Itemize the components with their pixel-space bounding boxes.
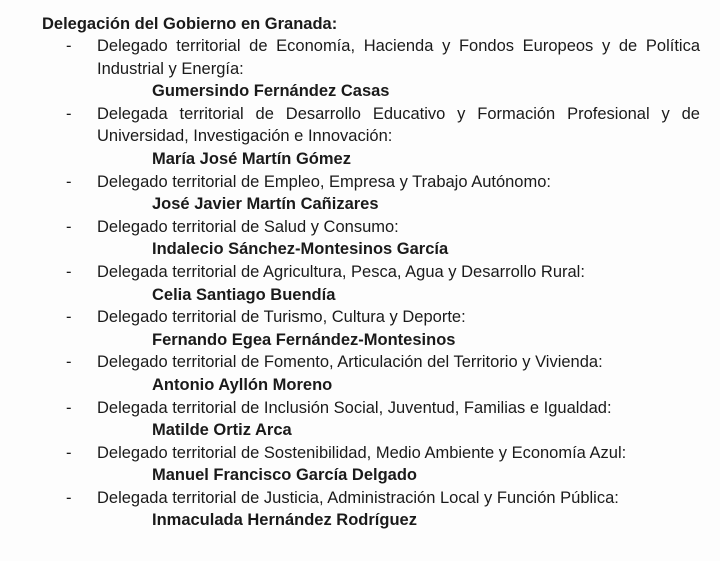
delegate-role: Delegado territorial de Turismo, Cultura y Deporte: [97, 308, 466, 327]
bullet-dash: - [66, 443, 72, 462]
delegate-name: Fernando Egea Fernández-Montesinos [152, 330, 456, 349]
bullet-dash: - [66, 398, 72, 417]
delegate-name: María José Martín Gómez [152, 149, 351, 168]
list-item [0, 216, 720, 261]
delegate-role: Delegada territorial de Agricultura, Pesca, Agua y Desarrollo Rural: [97, 262, 585, 281]
delegate-name: Celia Santiago Buendía [152, 285, 336, 304]
delegate-role: Delegada territorial de Inclusión Social, Juventud, Familias e Igualdad: [97, 398, 612, 417]
list-item [0, 397, 720, 442]
delegate-role: Delegado territorial de Economía, Hacienda y Fondos Europeos y de Política Industrial y Energía: [97, 37, 700, 78]
list-item [0, 103, 720, 171]
delegate-name: Inmaculada Hernández Rodríguez [152, 511, 417, 530]
bullet-dash: - [66, 37, 72, 55]
delegate-role: Delegado territorial de Fomento, Articulación del Territorio y Vivienda: [97, 353, 603, 372]
list-item [0, 487, 720, 532]
document-heading: Delegación del Gobierno en Granada: [42, 15, 338, 33]
delegate-name: Matilde Ortiz Arca [152, 421, 292, 440]
delegate-role: Delegada territorial de Justicia, Administración Local y Función Pública: [97, 488, 619, 507]
list-item [0, 171, 720, 216]
delegate-name: José Javier Martín Cañizares [152, 195, 379, 214]
list-item [0, 261, 720, 306]
delegate-role: Delegado territorial de Salud y Consumo: [97, 217, 399, 236]
bullet-dash: - [66, 308, 72, 327]
delegate-name: Indalecio Sánchez-Montesinos García [152, 240, 449, 259]
list-item [0, 35, 720, 103]
delegate-name: Antonio Ayllón Moreno [152, 375, 333, 394]
delegate-role: Delegado territorial de Sostenibilidad, Medio Ambiente y Economía Azul: [97, 443, 627, 462]
delegate-name: Gumersindo Fernández Casas [152, 82, 390, 101]
delegate-role: Delegado territorial de Empleo, Empresa y Trabajo Autónomo: [97, 172, 551, 191]
list-item [0, 306, 720, 351]
bullet-dash: - [66, 217, 72, 236]
delegate-role: Delegada territorial de Desarrollo Educativo y Formación Profesional y de Universidad, Investigación e Innovación: [97, 104, 700, 146]
delegate-name: Manuel Francisco García Delgado [152, 466, 417, 485]
delegates-list [0, 35, 720, 532]
bullet-dash: - [66, 104, 72, 123]
bullet-dash: - [66, 353, 72, 372]
bullet-dash: - [66, 172, 72, 191]
list-item [0, 351, 720, 396]
list-item [0, 442, 720, 487]
bullet-dash: - [66, 262, 72, 281]
bullet-dash: - [66, 488, 72, 507]
